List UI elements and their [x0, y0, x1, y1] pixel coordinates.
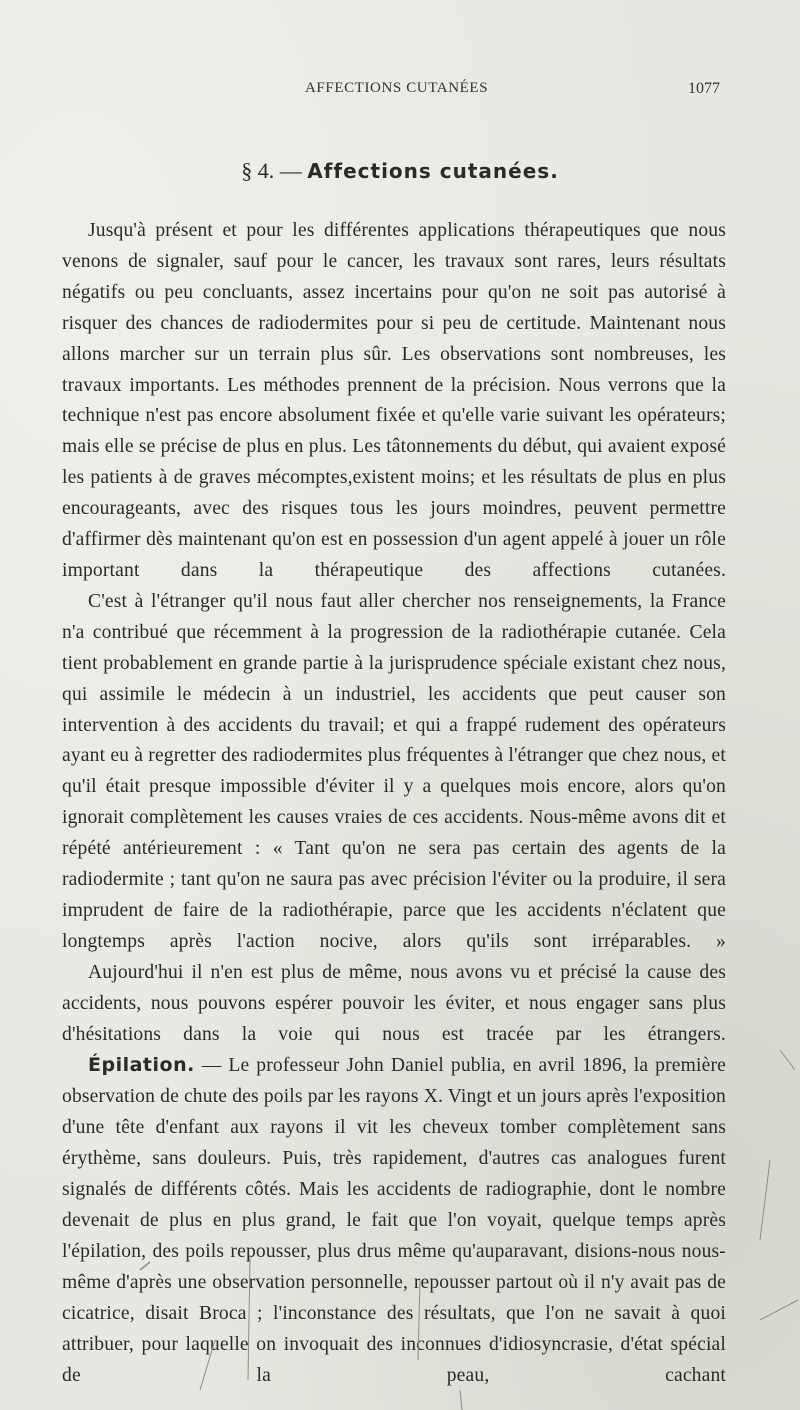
- stain-mark: [460, 1390, 462, 1410]
- epilation-text: — Le professeur John Daniel publia, en avril 1896, la première observation de chute des poils par les rayons X. Vingt et un jours après l'exposition d'une tête d'enfant aux rayons il vit les cheveux tomber complètement sans érythème, sans douleurs. Puis, très rapidement, d'autres cas analogues furent signalés de différents côtés. Mais les accidents de radiographie, dont le nombre devenait de plus en plus grand, le fait que l'on voyait, quelque temps après l'épilation, des poils repousser, plus drus même qu'auparavant, disions-nous nous-même d'après une observation personnelle, repousser partout où il n'y avait pas de cicatrice, disait Broca ; l'inconstance des résultats, que l'on ne savait à quoi attribuer, pour laquelle on invoquait des inconnues d'idiosyncrasie, d'état spécial de la peau, cachant: [62, 1055, 726, 1386]
- stain-mark: [760, 1300, 798, 1320]
- section-number: § 4. —: [241, 158, 302, 183]
- section-title: Affections cutanées.: [307, 159, 559, 183]
- paragraph-intro: Jusqu'à présent et pour les différentes applications thérapeutiques que nous venons de signaler, sauf pour le cancer, les travaux sont rares, leurs résultats négatifs ou peu concluants, assez incertains pour qu'on ne soit pas autorisé à risquer des chances de radiodermites pour si peu de certitude. Maintenant nous allons marcher sur un terrain plus sûr. Les observations sont nombreuses, les travaux importants. Les méthodes prennent de la précision. Nous verrons que la technique n'est pas encore absolument fixée et qu'elle varie suivant les opérateurs; mais elle se précise de plus en plus. Les tâtonnements du début, qui avaient exposé les patients à de graves mécomptes,existent moins; et les résultats de plus en plus encourageants, avec des risques tous les jours moindres, peuvent permettre d'affirmer dès maintenant qu'on est en possession d'un agent appelé à jouer un rôle important dans la thérapeutique des affections cutanées.: [62, 220, 726, 581]
- running-title: AFFECTIONS CUTANÉES: [305, 80, 489, 96]
- stain-mark: [780, 1050, 795, 1070]
- page-number: 1077: [688, 80, 720, 97]
- stain-mark: [760, 1160, 770, 1240]
- paragraph-epilation: [62, 1050, 726, 1391]
- section-heading: [0, 158, 800, 184]
- running-header: [0, 80, 800, 102]
- epilation-run-in-heading: Épilation.: [88, 1054, 195, 1077]
- paragraph-france: C'est à l'étranger qu'il nous faut aller chercher nos renseignements, la France n'a contribué que récemment à la progression de la radiothérapie cutanée. Cela tient probablement en grande partie à la jurisprudence spéciale existant chez nous, qui assimile le médecin à un industriel, les accidents que peut causer son intervention à des accidents du travail; et qui a frappé rudement des opérateurs ayant eu à regretter des radiodermites plus fréquentes à l'étranger que chez nous, et qu'il était presque impossible d'éviter il y a quelques mois encore, alors qu'on ignorait complètement les causes vraies de ces accidents. Nous-même avons dit et répété antérieurement : « Tant qu'on ne sera pas certain des agents de la radiodermite ; tant qu'on ne saura pas avec précision l'éviter ou la produire, il sera imprudent de faire de la radiothérapie, parce que les accidents n'éclatent que longtemps après l'action nocive, alors qu'ils sont irréparables. »: [62, 590, 726, 952]
- paragraph-aujourdhui: Aujourd'hui il n'en est plus de même, nous avons vu et précisé la cause des accidents, nous pouvons espérer pouvoir les éviter, et nous engager sans plus d'hésitations dans la voie qui nous est tracée par les étrangers.: [62, 961, 726, 1045]
- body-text: [62, 216, 726, 1391]
